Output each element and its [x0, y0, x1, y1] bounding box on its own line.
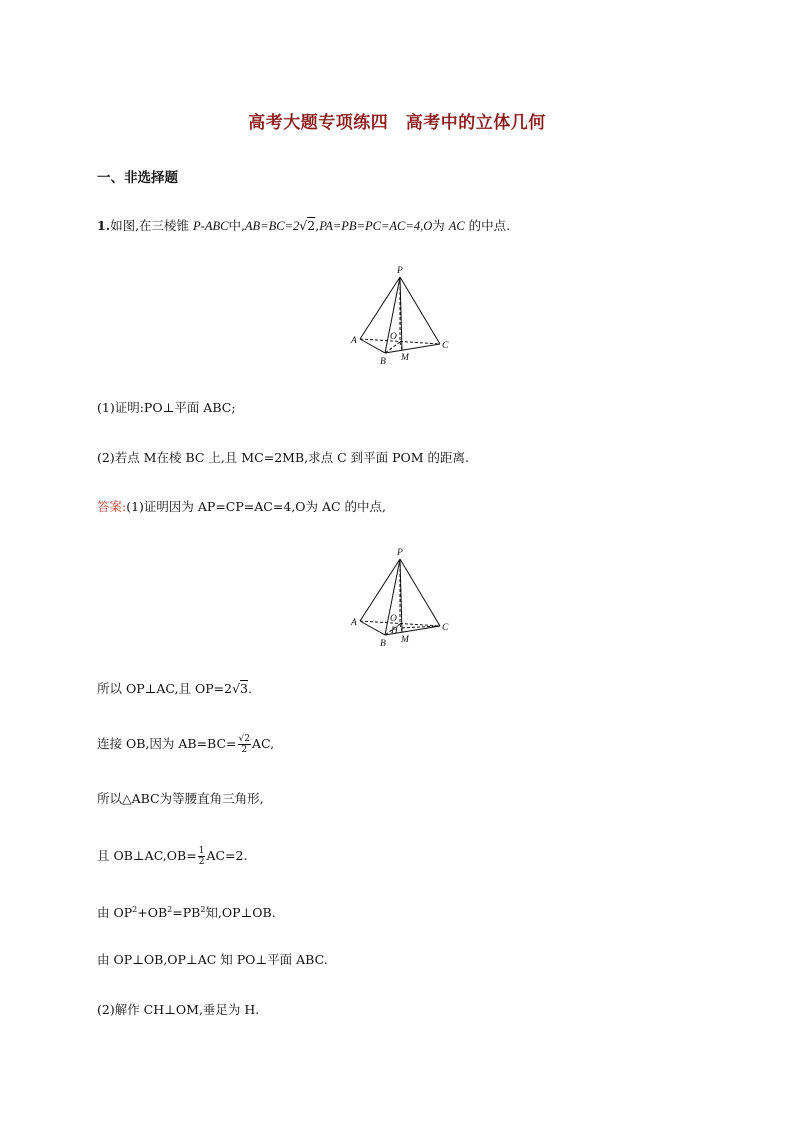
sqrt-value: 2 [307, 218, 316, 233]
question-2: (2)若点 M在棱 BC 上,且 MC=2MB,求点 C 到平面 POM 的距离. [97, 450, 469, 465]
answer-text: 知,OP⊥OB. [205, 905, 276, 921]
answer-line-3 [97, 734, 274, 755]
answer-text: +OB [137, 905, 168, 921]
edge-pc [400, 559, 440, 626]
edge-ab [360, 621, 385, 635]
answer-text: . [248, 681, 252, 696]
problem-text: 的中点. [464, 218, 511, 233]
answer-text: AC=2. [206, 848, 248, 863]
label-a: A [351, 336, 357, 346]
label-o: O [390, 332, 397, 342]
label-c: C [442, 341, 449, 351]
answer-text: =PB [172, 905, 201, 921]
problem-number: 1. [97, 218, 111, 233]
label-m: M [401, 353, 409, 363]
edge-bc [385, 344, 440, 353]
question-1: (1)证明:PO⊥平面 ABC; [97, 400, 236, 415]
answer-line-5 [97, 846, 247, 867]
answer-text: 且 OB⊥AC,OB= [97, 848, 197, 863]
answer-line-4: 所以△ABC为等腰直角三角形, [97, 791, 264, 806]
figure-1-pyramid [345, 262, 455, 368]
tetrahedron-name: P-ABC [193, 219, 229, 233]
label-m: M [401, 635, 409, 645]
answer-line-8: (2)解作 CH⊥OM,垂足为 H. [97, 1002, 260, 1017]
answer-text: AC, [251, 736, 275, 751]
label-c: C [442, 623, 449, 633]
answer-line-7: 由 OP⊥OB,OP⊥AC 知 PO⊥平面 ABC. [97, 952, 328, 967]
answer-label: 答案: [97, 499, 127, 514]
sqrt-value: 3 [240, 681, 248, 696]
problem-text: 中, [228, 218, 245, 233]
answer-line-2 [97, 679, 252, 699]
segment-ac: AC [448, 219, 465, 233]
answer-line-6 [97, 900, 276, 923]
fraction-sqrt2-over-2 [238, 734, 251, 755]
label-p: P [397, 548, 403, 558]
fraction-denominator: 2 [198, 857, 205, 867]
fraction-numerator: √2 [238, 734, 250, 744]
label-a: A [351, 618, 357, 628]
label-h: H [391, 626, 398, 636]
superscript: 2 [167, 905, 173, 914]
label-p: P [397, 266, 403, 276]
label-o: O [390, 614, 397, 624]
superscript: 2 [132, 905, 138, 914]
answer-text: 连接 OB,因为 AB=BC= [97, 736, 237, 751]
answer-line-1 [97, 497, 386, 517]
fraction-denominator: 2 [241, 745, 248, 755]
answer-text: 所以 OP⊥AC,且 OP=2 [97, 681, 233, 696]
condition-ab-bc: AB=BC=2 [244, 219, 300, 233]
figure-2-pyramid [345, 544, 455, 650]
edge-ab [360, 339, 385, 353]
problem-text: 如图,在三棱锥 [110, 218, 194, 233]
fraction-numerator: 1 [198, 846, 205, 856]
answer-text: 由 OP [97, 905, 133, 921]
problem-text: 为 [432, 218, 449, 233]
edge-pc [400, 277, 440, 344]
label-b: B [380, 357, 386, 367]
section-heading: 一、非选择题 [97, 170, 178, 186]
label-b: B [380, 639, 386, 649]
answer-text: (1)证明因为 AP=CP=AC=4,O为 AC 的中点, [126, 499, 387, 514]
condition-rest: PA=PB=PC=AC=4,O [319, 219, 433, 233]
page-title: 高考大题专项练四 高考中的立体几何 [248, 113, 546, 133]
problem-statement: 1.如图,在三棱锥 P-ABC中,AB=BC=2√2,PA=PB=PC=AC=4,O为 AC 的中点. [97, 218, 511, 233]
sqrt-sign: √3 [232, 681, 248, 696]
superscript: 2 [200, 905, 206, 914]
fraction-one-half [198, 846, 206, 867]
sqrt-sign: √2 [299, 218, 316, 233]
